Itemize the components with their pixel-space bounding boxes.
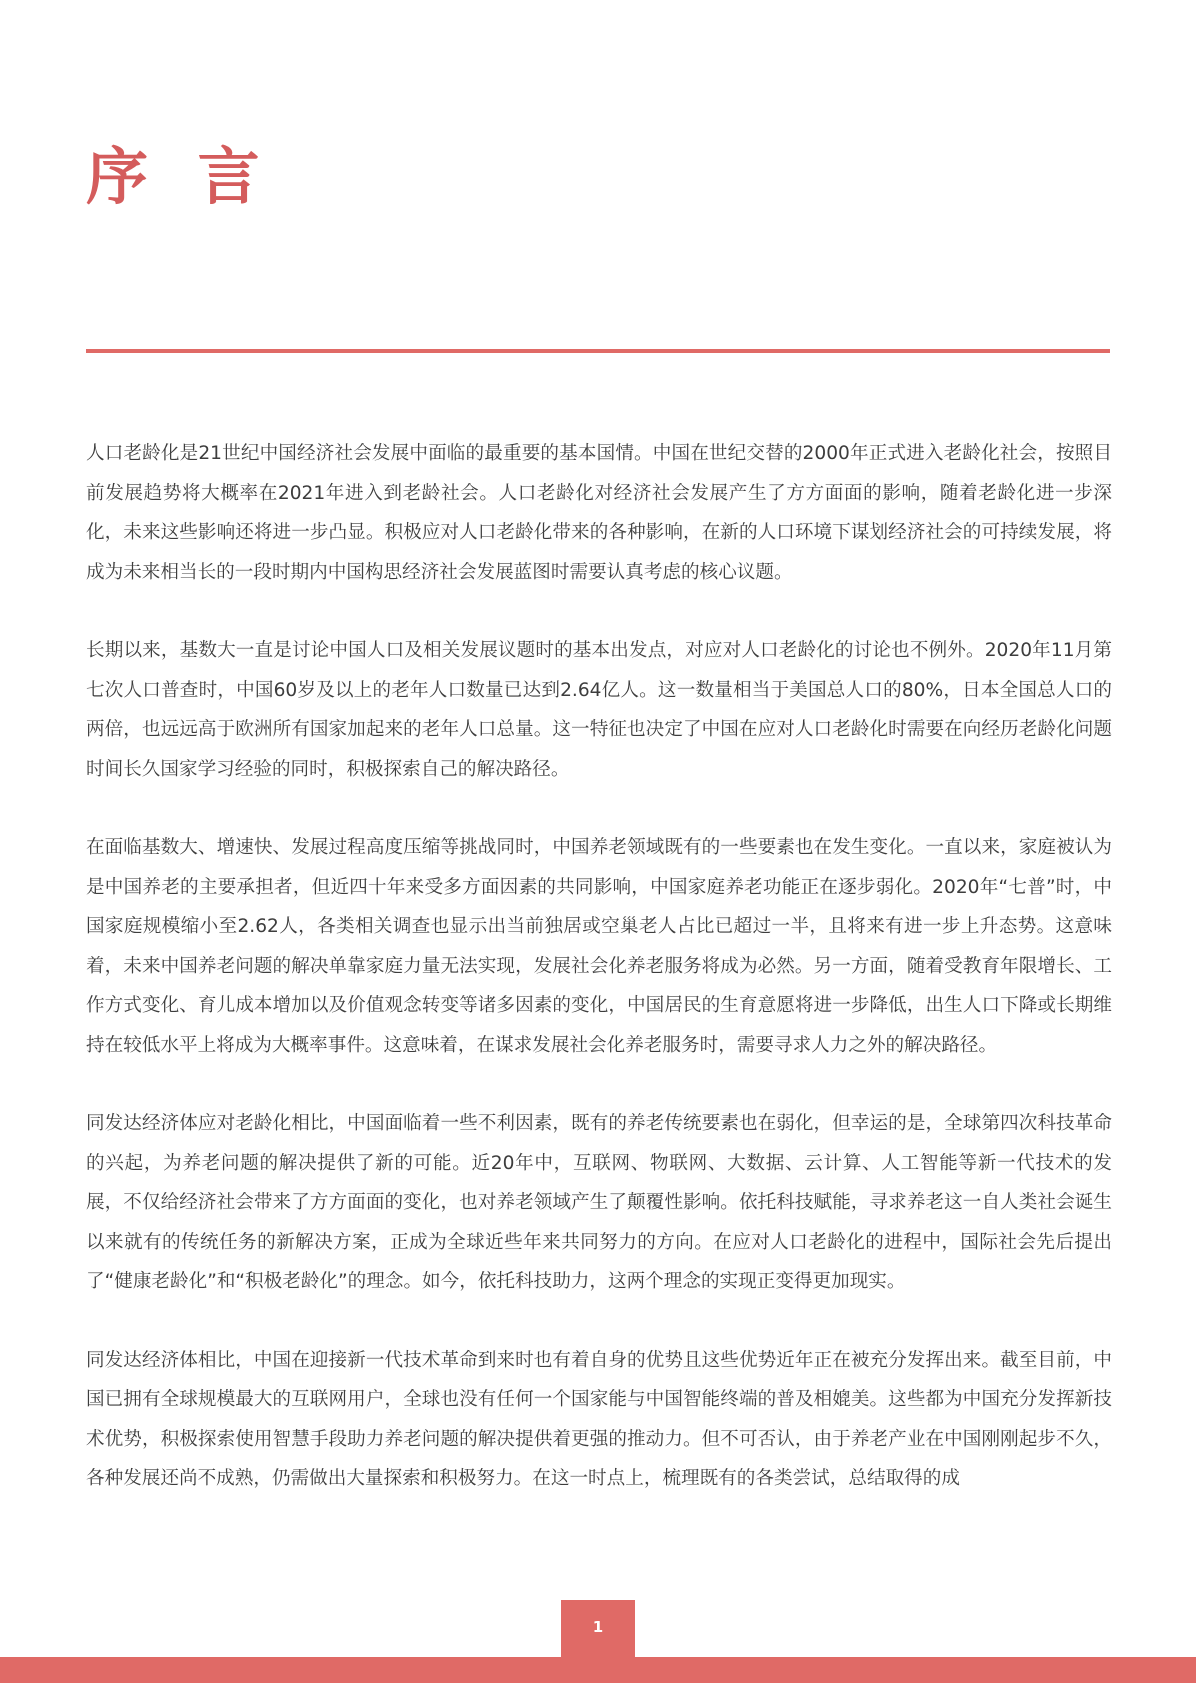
paragraph-2: 长期以来，基数大一直是讨论中国人口及相关发展议题时的基本出发点，对应对人口老龄化的讨论也不例外。2020年11月第七次人口普查时，中国60岁及以上的老年人口数量已达到2.64亿人。这一数量相当于美国总人口的80%，日本全国总人口的两倍，也远远高于欧洲所有国家加起来的老年人口总量。这一特征也决定了中国在应对人口老龄化时需要在向经历老龄化问题时间长久国家学习经验的同时，积极探索自己的解决路径。 [86,640,1112,780]
paragraph-4: 同发达经济体应对老龄化相比，中国面临着一些不利因素，既有的养老传统要素也在弱化，但幸运的是，全球第四次科技革命的兴起，为养老问题的解决提供了新的可能。近20年中，互联网、物联网、大数据、云计算、人工智能等新一代技术的发展，不仅给经济社会带来了方方面面的变化，也对养老领域产生了颠覆性影响。依托科技赋能，寻求养老这一自人类社会诞生以来就有的传统任务的新解决方案，正成为全球近些年来共同努力的方向。在应对人口老龄化的进程中，国际社会先后提出了“健康老龄化”和“积极老龄化”的理念。如今，依托科技助力，这两个理念的实现正变得更加现实。 [86,1113,1112,1292]
paragraph-3: 在面临基数大、增速快、发展过程高度压缩等挑战同时，中国养老领域既有的一些要素也在发生变化。一直以来，家庭被认为是中国养老的主要承担者，但近四十年来受多方面因素的共同影响，中国家庭养老功能正在逐步弱化。2020年“七普”时，中国家庭规模缩小至2.62人，各类相关调查也显示出当前独居或空巢老人占比已超过一半，且将来有进一步上升态势。这意味着，未来中国养老问题的解决单靠家庭力量无法实现，发展社会化养老服务将成为必然。另一方面，随着受教育年限增长、工作方式变化、育儿成本增加以及价值观念转变等诸多因素的变化，中国居民的生育意愿将进一步降低，出生人口下降或长期维持在较低水平上将成为大概率事件。这意味着，在谋求发展社会化养老服务时，需要寻求人力之外的解决路径。 [86,837,1112,1056]
body-text [86,434,1112,1538]
paragraph-1: 人口老龄化是21世纪中国经济社会发展中面临的最重要的基本国情。中国在世纪交替的2000年正式进入老龄化社会，按照目前发展趋势将大概率在2021年进入到老龄社会。人口老龄化对经济社会发展产生了方方面面的影响，随着老龄化进一步深化，未来这些影响还将进一步凸显。积极应对人口老龄化带来的各种影响，在新的人口环境下谋划经济社会的可持续发展，将成为未来相当长的一段时期内中国构思经济社会发展蓝图时需要认真考虑的核心议题。 [86,443,1112,583]
page-number-tab [561,1600,635,1683]
title-divider [86,349,1110,353]
page-title: 序 言 [86,140,274,213]
paragraph-5: 同发达经济体相比，中国在迎接新一代技术革命到来时也有着自身的优势且这些优势近年正在被充分发挥出来。截至目前，中国已拥有全球规模最大的互联网用户，全球也没有任何一个国家能与中国智能终端的普及相媲美。这些都为中国充分发挥新技术优势，积极探索使用智慧手段助力养老问题的解决提供着更强的推动力。但不可否认，由于养老产业在中国刚刚起步不久，各种发展还尚不成熟，仍需做出大量探索和积极努力。在这一时点上，梳理既有的各类尝试，总结取得的成 [86,1349,1112,1489]
page-number: 1 [592,1618,604,1636]
